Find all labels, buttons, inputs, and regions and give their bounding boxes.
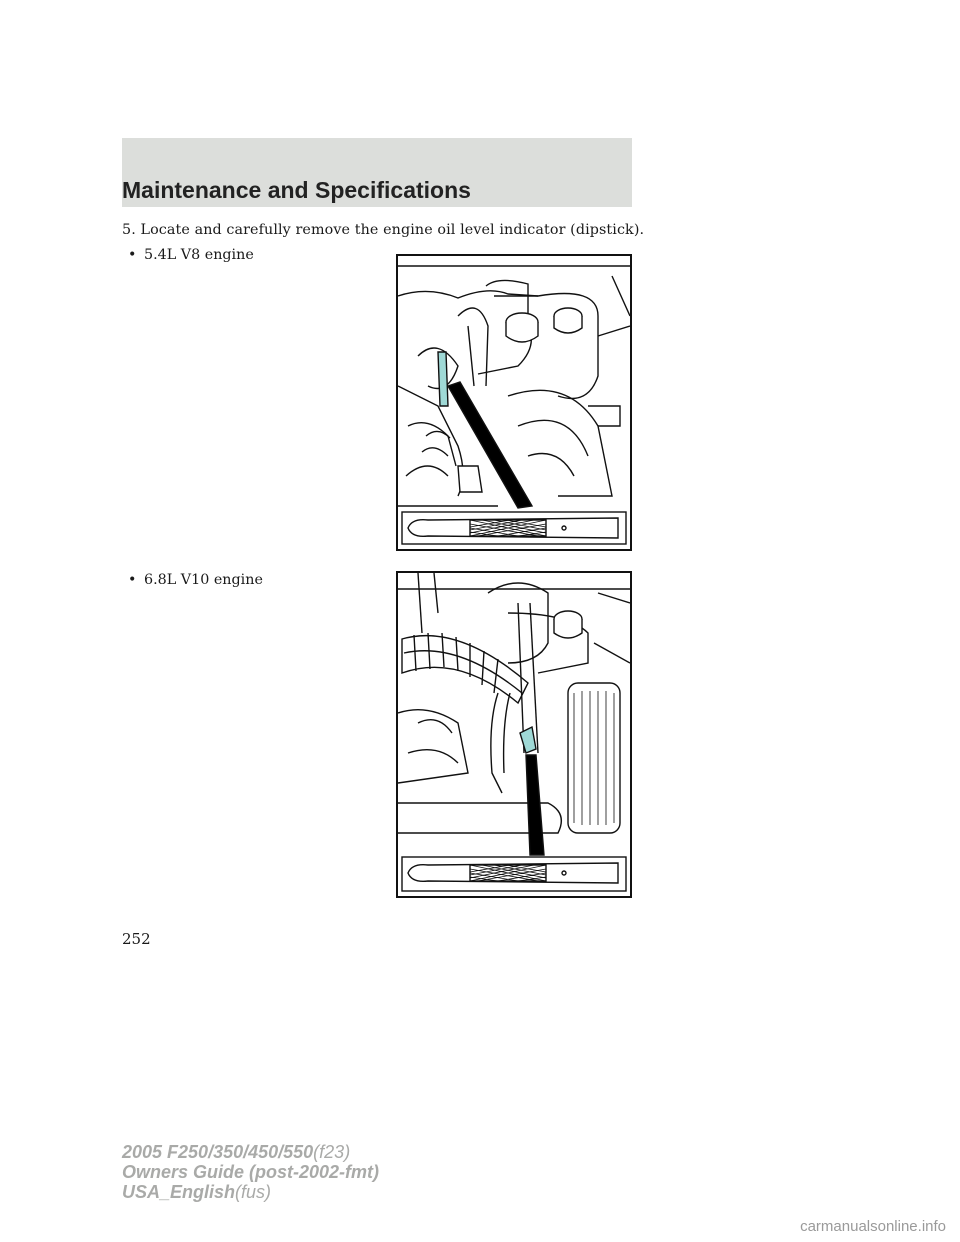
engine-v10-illustration <box>396 571 632 898</box>
footer-line-guide: Owners Guide (post-2002-fmt) <box>122 1162 380 1182</box>
bullet-dot: • <box>128 572 137 588</box>
bullet-item-v10 <box>128 572 263 588</box>
page-title: Maintenance and Specifications <box>122 177 471 203</box>
page-number: 252 <box>122 930 151 948</box>
bullet-label: 5.4L V8 engine <box>144 247 254 263</box>
watermark: carmanualsonline.info <box>800 1218 946 1235</box>
footer-line-model: 2005 F250/350/450/550(f23) <box>122 1142 351 1162</box>
bullet-item-v8 <box>128 247 254 263</box>
step-instruction: 5. Locate and carefully remove the engine oil level indicator (dipstick). <box>122 222 645 238</box>
document-footer <box>122 1142 379 1202</box>
engine-v8-illustration <box>396 254 632 551</box>
bullet-label: 6.8L V10 engine <box>144 572 263 588</box>
bullet-dot: • <box>128 247 137 263</box>
footer-line-language: USA_English(fus) <box>122 1182 272 1202</box>
